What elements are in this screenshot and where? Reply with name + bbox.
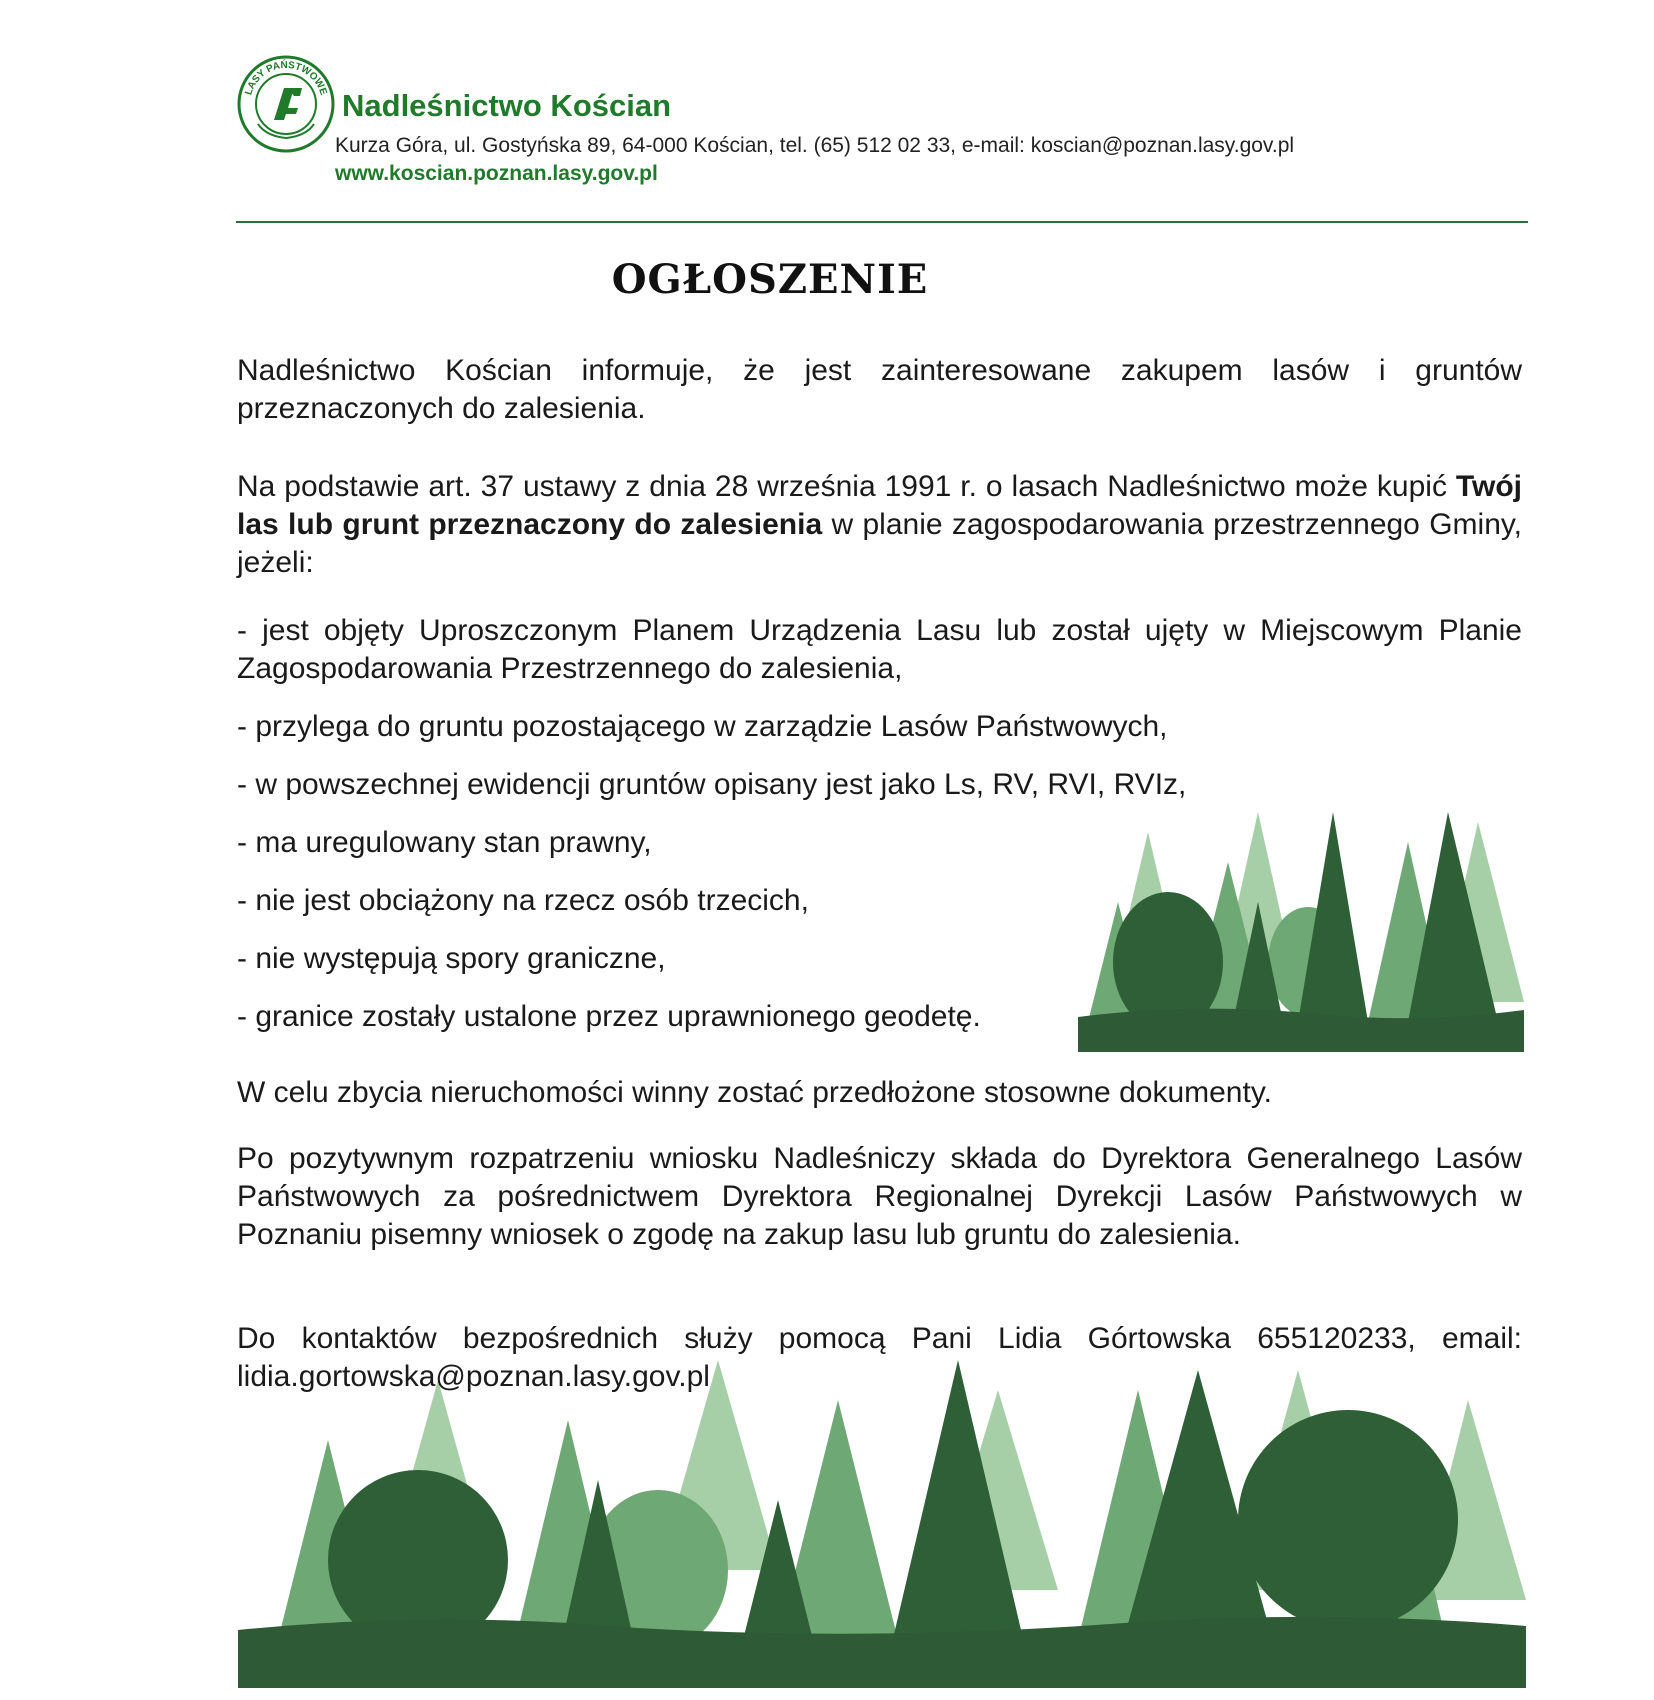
- legal-basis-paragraph: [237, 468, 1522, 582]
- header-divider: [236, 221, 1528, 223]
- org-website-link[interactable]: www.koscian.poznan.lasy.gov.pl: [335, 162, 658, 185]
- condition-item: - przylega do gruntu pozostającego w zarządzie Lasów Państwowych,: [237, 710, 1168, 743]
- page-title: [0, 256, 1540, 303]
- org-name: Nadleśnictwo Kościan: [342, 88, 672, 123]
- forest-silhouette-icon: [238, 1360, 1526, 1688]
- legal-basis-emphasis: Twój las lub grunt przeznaczony do zalesienia: [237, 470, 1522, 541]
- page-title-text: OGŁOSZENIE: [611, 256, 929, 303]
- condition-item: - nie jest obciążony na rzecz osób trzecich,: [237, 884, 809, 917]
- intro-paragraph: Nadleśnictwo Kościan informuje, że jest zainteresowane zakupem lasów i gruntów przeznaczonych do zalesienia.: [237, 354, 1522, 425]
- lasy-panstwowe-logo-icon: [236, 54, 336, 154]
- condition-item: - nie występują spory graniczne,: [237, 942, 666, 975]
- condition-item: - jest objęty Uproszczonym Planem Urządzenia Lasu lub został ujęty w Miejscowym Planie Zagospodarowania Przestrzennego do zalesienia,: [237, 614, 1522, 685]
- contact-paragraph: Do kontaktów bezpośrednich służy pomocą Pani Lidia Górtowska 655120233, email: lidia.gortowska@poznan.lasy.gov.pl: [237, 1322, 1522, 1393]
- procedure-paragraph: Po pozytywnym rozpatrzeniu wniosku Nadleśniczy składa do Dyrektora Generalnego Lasów Państwowych za pośrednictwem Dyrektora Regionalnej Dyrekcji Lasów Państwowych w Poznaniu pisemny wniosek o zgodę na zakup lasu lub gruntu do zalesienia.: [237, 1142, 1522, 1251]
- logo-ring-text: LASY PAŃSTWOWE: [243, 59, 329, 97]
- legal-basis-text-2: w planie zagospodarowania przestrzennego Gminy, jeżeli:: [237, 508, 1522, 579]
- condition-item: - ma uregulowany stan prawny,: [237, 826, 652, 859]
- documents-paragraph: W celu zbycia nieruchomości winny zostać przedłożone stosowne dokumenty.: [237, 1076, 1272, 1109]
- condition-item: - granice zostały ustalone przez uprawnionego geodetę.: [237, 1000, 981, 1033]
- forest-silhouette-icon: [1078, 812, 1524, 1052]
- condition-item: - w powszechnej ewidencji gruntów opisany jest jako Ls, RV, RVI, RVIz,: [237, 768, 1187, 801]
- org-address: Kurza Góra, ul. Gostyńska 89, 64-000 Kościan, tel. (65) 512 02 33, e-mail: koscian@poznan.lasy.gov.pl: [335, 134, 1295, 157]
- legal-basis-text-1: Na podstawie art. 37 ustawy z dnia 28 września 1991 r. o lasach Nadleśnictwo może kupić: [237, 470, 1456, 503]
